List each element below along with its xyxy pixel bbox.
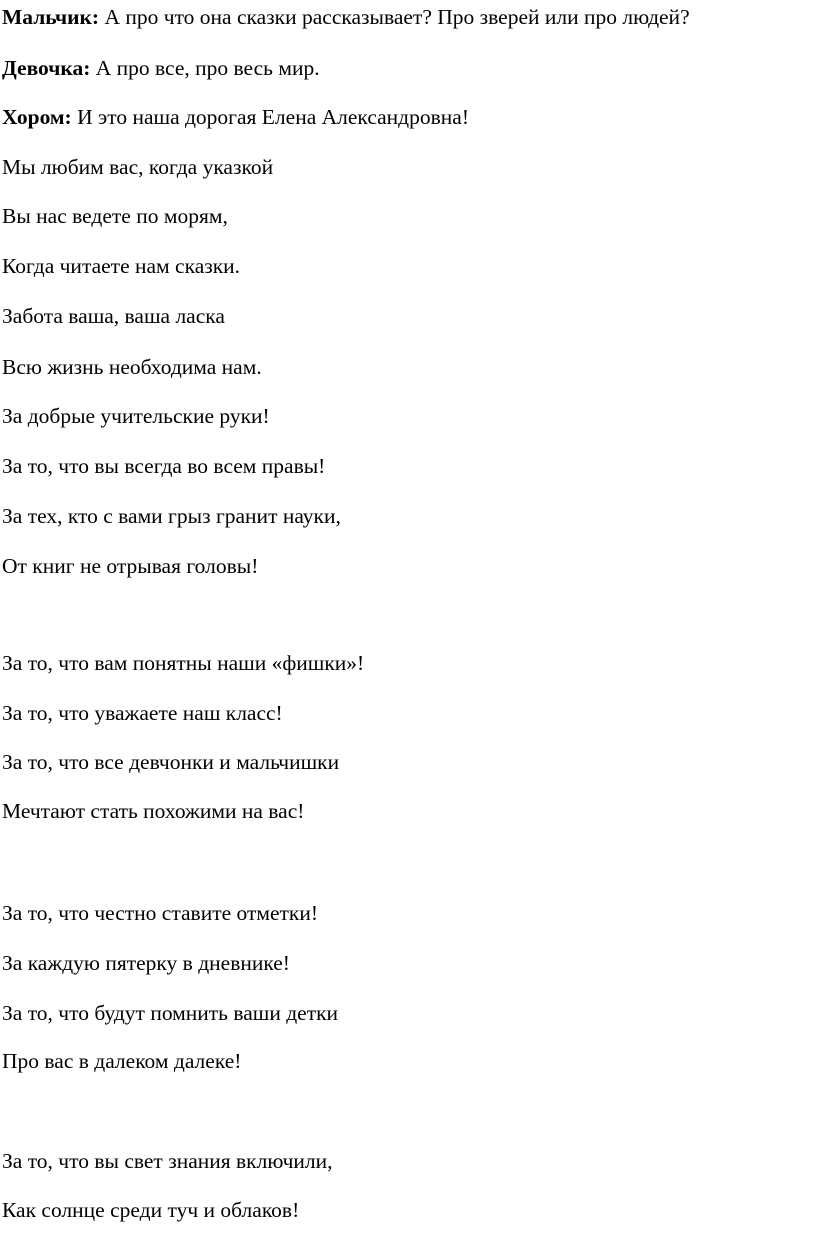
poem-line: Как солнце среди туч и облаков! (2, 1198, 300, 1222)
dialogue-text: И это наша дорогая Елена Александровна! (71, 105, 469, 129)
poem-line: За то, что уважаете наш класс! (2, 701, 283, 725)
dialogue-line-girl (2, 55, 320, 81)
poem-line: За то, что вы всегда во всем правы! (2, 454, 326, 478)
poem-line: За то, что вам понятны наши «фишки»! (2, 651, 365, 675)
poem-line: Мы любим вас, когда указкой (2, 155, 274, 179)
dialogue-line-boy (2, 4, 690, 30)
poem-line: Про вас в далеком далеке! (2, 1049, 242, 1073)
poem-line: Вы нас ведете по морям, (2, 204, 228, 228)
poem-line: Всю жизнь необходима нам. (2, 355, 262, 379)
speaker-label: Девочка: (2, 56, 91, 80)
poem-line: За добрые учительские руки! (2, 404, 270, 428)
poem-line: От книг не отрывая головы! (2, 554, 259, 578)
speaker-label: Мальчик: (2, 5, 100, 29)
poem-line: За тех, кто с вами грыз гранит науки, (2, 504, 341, 528)
dialogue-line-chorus (2, 104, 469, 130)
poem-line: За то, что будут помнить ваши детки (2, 1001, 339, 1025)
dialogue-text: А про все, про весь мир. (90, 56, 320, 80)
poem-line: За каждую пятерку в дневнике! (2, 951, 290, 975)
poem-line: За то, что все девчонки и мальчишки (2, 750, 340, 774)
poem-line: За то, что вы свет знания включили, (2, 1149, 333, 1173)
dialogue-text: А про что она сказки рассказывает? Про зверей или про людей? (99, 5, 690, 29)
speaker-label: Хором: (2, 105, 72, 129)
poem-line: Мечтают стать похожими на вас! (2, 799, 305, 823)
poem-line: Когда читаете нам сказки. (2, 254, 241, 278)
poem-line: Забота ваша, ваша ласка (2, 304, 225, 328)
poem-line: За то, что честно ставите отметки! (2, 901, 319, 925)
